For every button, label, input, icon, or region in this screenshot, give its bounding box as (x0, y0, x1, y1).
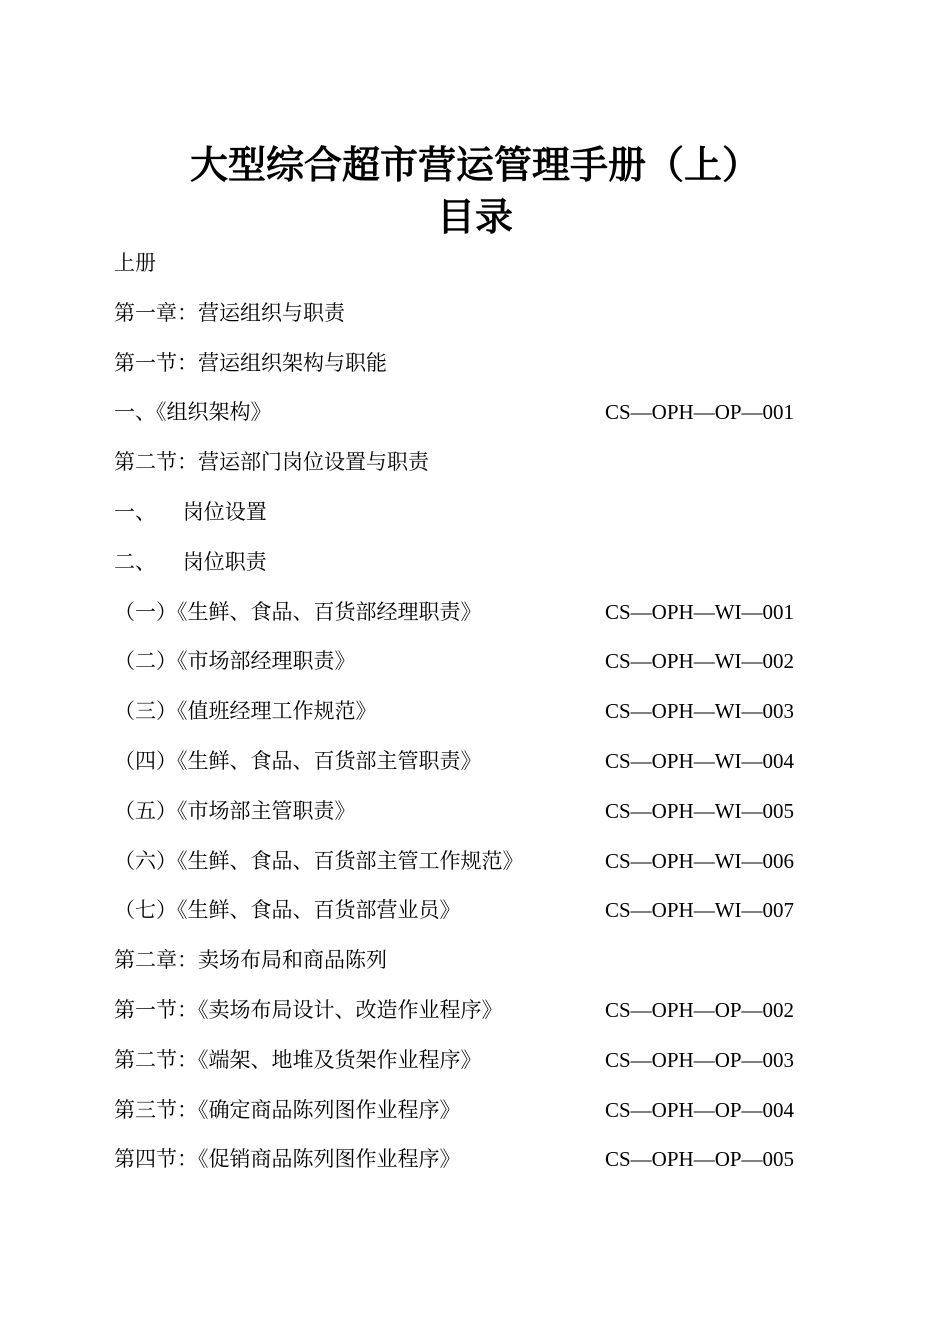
toc-code: CS—OPH—WI—001 (605, 599, 795, 624)
toc-label: （七）《生鲜、食品、百货部营业员》 (114, 898, 461, 923)
toc-line (114, 395, 854, 445)
toc-line (114, 844, 854, 894)
toc-code: CS—OPH—WI—005 (605, 798, 795, 823)
toc-label: 第三节：《确定商品陈列图作业程序》 (114, 1097, 461, 1122)
toc-line (114, 1093, 854, 1143)
toc-code: CS—OPH—WI—006 (605, 848, 795, 873)
toc-line (114, 595, 854, 645)
toc-label: （三）《值班经理工作规范》 (114, 699, 377, 724)
toc-label: （二）《市场部经理职责》 (114, 649, 356, 674)
toc-line (114, 296, 854, 346)
toc-label: 一、《组织架构》 (114, 400, 272, 425)
toc-line (114, 893, 854, 943)
toc-code: CS—OPH—WI—003 (605, 699, 795, 724)
toc-line (114, 346, 854, 396)
toc-label: 第二章：卖场布局和商品陈列 (114, 948, 387, 973)
toc-label: 第一节：《卖场布局设计、改造作业程序》 (114, 997, 503, 1022)
document-title: 大型综合超市营运管理手册（上） (189, 143, 760, 187)
toc-code: CS—OPH—WI—004 (605, 748, 795, 773)
toc-label: （五）《市场部主管职责》 (114, 798, 356, 823)
toc-code: CS—OPH—OP—003 (605, 1047, 795, 1072)
toc-label: 第二节：营运部门岗位设置与职责 (114, 450, 429, 475)
document-subtitle: 目录 (436, 195, 513, 239)
table-of-contents (114, 246, 854, 1192)
toc-line (114, 445, 854, 495)
toc-code: CS—OPH—WI—002 (605, 649, 795, 674)
toc-line (114, 495, 854, 545)
toc-code: CS—OPH—WI—007 (605, 898, 795, 923)
toc-code: CS—OPH—OP—005 (605, 1147, 795, 1172)
toc-label: （一）《生鲜、食品、百货部经理职责》 (114, 599, 482, 624)
toc-line (114, 993, 854, 1043)
toc-label: 第一节：营运组织架构与职能 (114, 350, 387, 375)
toc-code: CS—OPH—OP—002 (605, 997, 795, 1022)
toc-line (114, 794, 854, 844)
toc-line (114, 943, 854, 993)
toc-line (114, 694, 854, 744)
toc-label: 第一章：营运组织与职责 (114, 300, 345, 325)
toc-code: CS—OPH—OP—001 (605, 400, 795, 425)
toc-label: 第二节：《端架、地堆及货架作业程序》 (114, 1047, 482, 1072)
toc-line (114, 545, 854, 595)
toc-label: 二、 岗位职责 (114, 549, 267, 574)
toc-label: 一、 岗位设置 (114, 499, 267, 524)
toc-label: 上册 (114, 251, 156, 275)
toc-label: （四）《生鲜、食品、百货部主管职责》 (114, 748, 482, 773)
toc-code: CS—OPH—OP—004 (605, 1097, 795, 1122)
toc-label: 第四节：《促销商品陈列图作业程序》 (114, 1147, 461, 1172)
toc-line (114, 246, 854, 296)
toc-line (114, 744, 854, 794)
toc-line (114, 1142, 854, 1192)
toc-line (114, 1043, 854, 1093)
toc-line (114, 644, 854, 694)
toc-label: （六）《生鲜、食品、百货部主管工作规范》 (114, 848, 524, 873)
